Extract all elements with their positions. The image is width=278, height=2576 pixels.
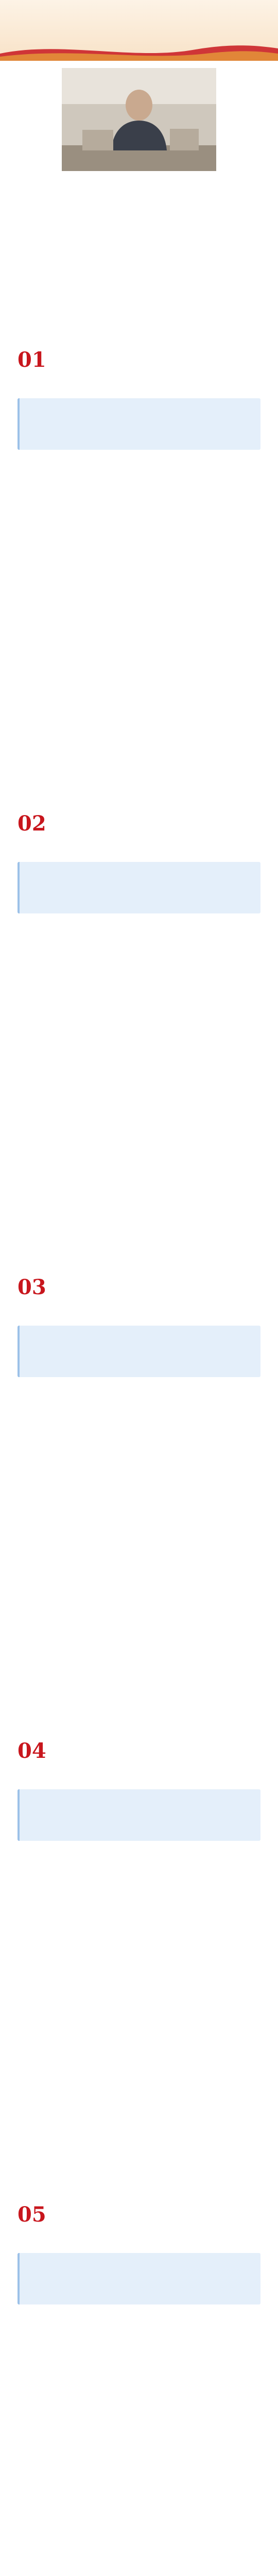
section-title-line — [18, 1772, 260, 1782]
body-paragraph — [18, 1847, 260, 1886]
body-paragraph — [18, 1008, 260, 1047]
body-paragraph — [18, 964, 260, 1003]
quote-box — [18, 2253, 260, 2304]
body-paragraph — [18, 1649, 260, 1688]
section-01 — [18, 349, 260, 805]
body-paragraph — [18, 1097, 260, 1136]
body-paragraph — [18, 500, 260, 539]
section-title-line — [18, 371, 260, 381]
article-body — [0, 214, 278, 2576]
body-paragraph — [18, 722, 260, 761]
body-paragraph — [18, 589, 260, 628]
photo-caption — [62, 174, 216, 181]
body-paragraph — [18, 1472, 260, 1511]
body-paragraph — [18, 456, 260, 495]
section-title-line — [18, 845, 260, 855]
body-paragraph — [18, 677, 260, 717]
body-paragraph — [18, 2399, 260, 2438]
section-number: 02 — [18, 811, 46, 836]
section-title — [18, 2226, 260, 2246]
body-paragraph — [18, 545, 260, 584]
section-03 — [18, 1276, 260, 1733]
section-05 — [18, 2204, 260, 2576]
section-title — [18, 835, 260, 855]
section-title-line — [18, 2236, 260, 2246]
body-paragraph — [18, 1891, 260, 1930]
section-title-line — [18, 1762, 260, 1772]
header-banner — [0, 0, 278, 61]
portrait-photo — [62, 68, 216, 171]
body-paragraph — [18, 1053, 260, 1092]
body-paragraph — [18, 1230, 260, 1269]
section-number: 05 — [18, 2202, 46, 2227]
body-paragraph — [18, 1383, 260, 1422]
section-title-line — [18, 381, 260, 391]
section-title — [18, 1762, 260, 1782]
body-paragraph — [18, 766, 260, 805]
body-paragraph — [18, 2355, 260, 2394]
section-title-line — [18, 1299, 260, 1309]
body-paragraph — [18, 1516, 260, 1555]
body-paragraph — [18, 2157, 260, 2196]
body-paragraph — [18, 1980, 260, 2019]
body-paragraph — [18, 1428, 260, 1467]
photo-block — [0, 61, 278, 181]
body-paragraph — [18, 2444, 260, 2483]
section-number: 03 — [18, 1275, 46, 1299]
intro-paragraph — [18, 219, 260, 278]
body-paragraph — [18, 1936, 260, 1975]
quote-box — [18, 398, 260, 450]
body-paragraph — [18, 1141, 260, 1180]
section-title — [18, 1299, 260, 1318]
body-paragraph — [18, 1561, 260, 1600]
section-title-line — [18, 2226, 260, 2236]
banner-wave-decoration — [0, 38, 278, 61]
body-paragraph — [18, 2024, 260, 2063]
intro-paragraph — [18, 283, 260, 342]
section-title-line — [18, 835, 260, 845]
body-paragraph — [18, 2311, 260, 2350]
section-02 — [18, 812, 260, 1269]
body-paragraph — [18, 2069, 260, 2108]
body-paragraph — [18, 1185, 260, 1225]
quote-box — [18, 1789, 260, 1841]
section-title-line — [18, 1309, 260, 1318]
body-paragraph — [18, 633, 260, 672]
section-number: 04 — [18, 1739, 46, 1763]
body-paragraph — [18, 2113, 260, 2152]
body-paragraph — [18, 1693, 260, 1733]
portrait-image — [62, 68, 216, 171]
author-block — [0, 181, 278, 214]
author-line — [18, 196, 260, 205]
body-paragraph — [18, 2488, 260, 2527]
body-paragraph — [18, 1605, 260, 1644]
author-line — [18, 205, 260, 214]
body-paragraph — [18, 2532, 260, 2571]
body-paragraph — [18, 920, 260, 959]
section-title — [18, 371, 260, 391]
section-04 — [18, 1740, 260, 2196]
author-line — [18, 188, 260, 196]
quote-box — [18, 1326, 260, 1377]
section-number: 01 — [18, 348, 46, 372]
quote-box — [18, 862, 260, 913]
